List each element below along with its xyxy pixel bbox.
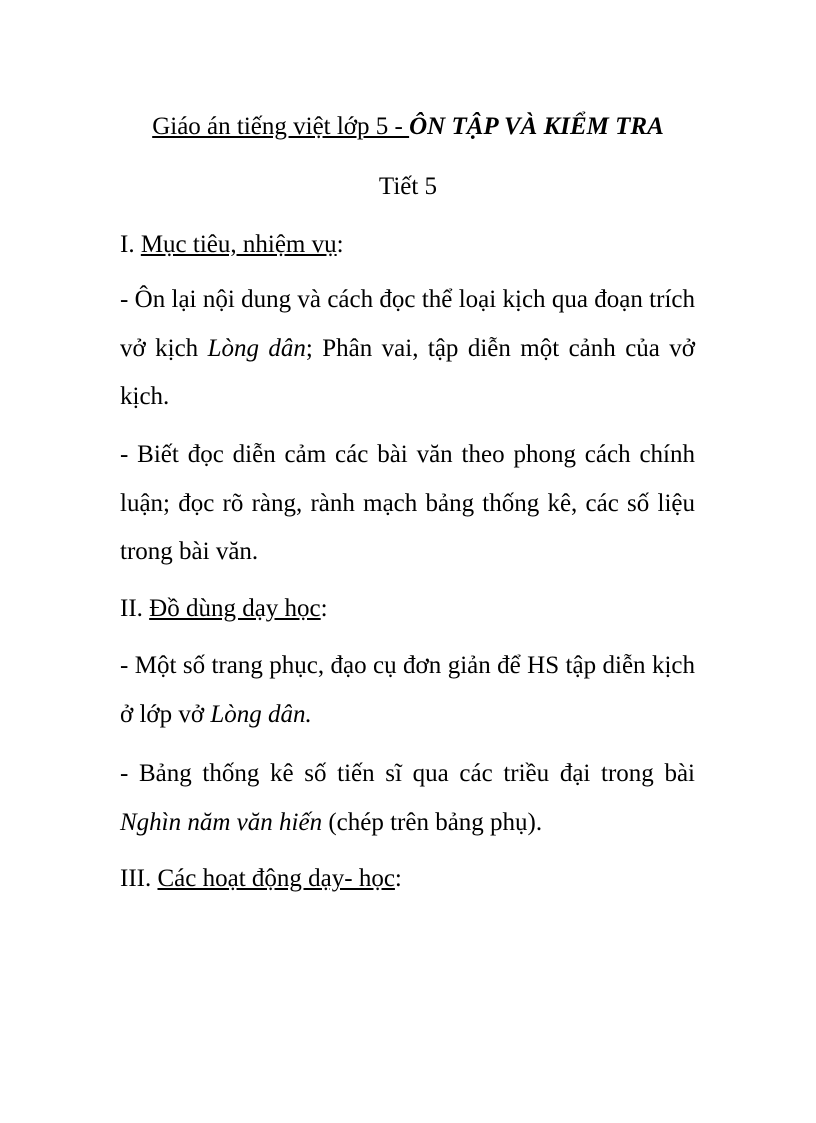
paragraph-text: - Bảng thống kê số tiến sĩ qua các triều đại trong bài	[120, 760, 695, 787]
materials-paragraph-1	[120, 642, 695, 739]
materials-paragraph-2	[120, 750, 695, 847]
title-emphasis: ÔN TẬP VÀ KIỂM TRA	[409, 113, 664, 140]
objective-paragraph-1	[120, 276, 695, 422]
play-title: Lòng dân.	[210, 700, 312, 728]
text-title: Nghìn năm văn hiến	[120, 808, 323, 836]
paragraph-text: - Một số trang phục, đạo cụ đơn giản để HS tập diễn kịch ở lớp vở	[120, 652, 695, 728]
section-number: III.	[120, 865, 158, 892]
section-number: II.	[120, 595, 150, 622]
paragraph-text: - Biết đọc diễn cảm các bài văn theo phong cách chính luận; đọc rõ ràng, rành mạch bảng thống kê, các số liệu trong bài văn.	[120, 441, 695, 565]
lesson-number: Tiết 5	[378, 173, 438, 200]
document-title	[0, 110, 816, 144]
paragraph-text: (chép trên bảng phụ).	[322, 808, 543, 836]
paragraph-text: - Ôn lại nội dung và cách đọc thể loại kịch qua đoạn trích vở kịch	[120, 286, 695, 362]
section-colon: :	[336, 231, 344, 258]
section-title: Các hoạt động dạy- học	[157, 865, 395, 892]
section-heading-activities	[120, 862, 695, 896]
section-title: Đồ dùng dạy học	[149, 595, 321, 622]
section-heading-objectives	[120, 228, 695, 262]
objective-paragraph-2	[120, 431, 695, 577]
title-prefix: Giáo án tiếng việt lớp 5 -	[152, 113, 410, 140]
play-title: Lòng dân	[207, 334, 306, 362]
section-number: I.	[120, 231, 141, 258]
section-title: Mục tiêu, nhiệm vụ	[140, 231, 337, 258]
section-colon: :	[320, 595, 328, 622]
section-colon: :	[394, 865, 402, 892]
section-heading-materials	[120, 592, 695, 626]
paragraph-text: ; Phân vai, tập diễn một cảnh của vở kịch.	[120, 334, 696, 410]
